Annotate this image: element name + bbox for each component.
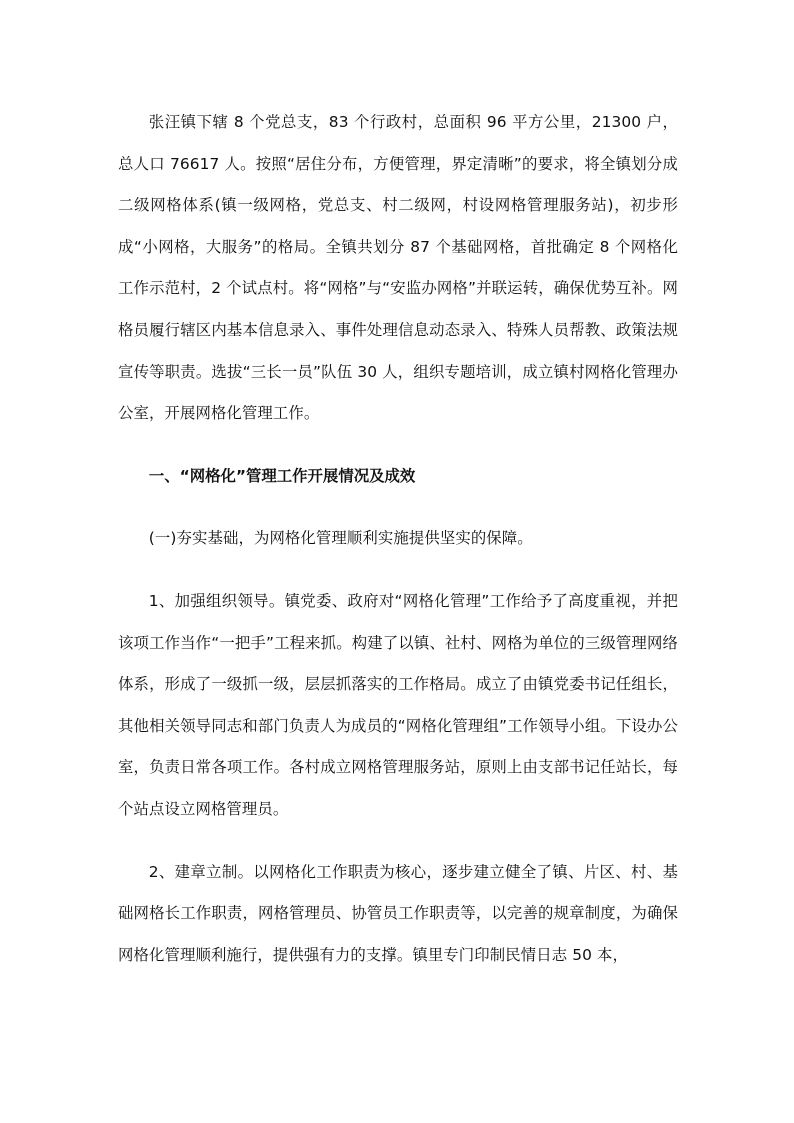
paragraph-spacer (118, 497, 678, 518)
paragraph-spacer (118, 560, 678, 581)
subsection-heading: (一)夯实基础，为网格化管理顺利实施提供坚实的保障。 (148, 529, 533, 548)
item-paragraph-1: 1、加强组织领导。镇党委、政府对“网格化管理”工作给予了高度重视，并把该项工作当作“一把手”工程来抓。构建了以镇、社村、网格为单位的三级管理网络体系，形成了一级抓一级，层层抓落实的工作格局。成立了由镇党委书记任组长，其他相关领导同志和部门负责人为成员的“网格化管理组”工作领导小组。下设办公室，负责日常各项工作。各村成立网格管理服务站，原则上由支部书记任站长，每个站点设立网格管理员。 (118, 591, 678, 818)
paragraph-spacer (118, 831, 678, 852)
intro-paragraph: 张汪镇下辖 8 个党总支，83 个行政村，总面积 96 平方公里，21300 户，总人口 76617 人。按照“居住分布，方便管理，界定清晰”的要求，将全镇划分成二级网格体系(镇一级网格，党总支、村二级网，村设网格管理服务站)，初步形成“小网格，大服务”的格局。全镇共划分 87 个基础网格，首批确定 8 个网格化工作示范村，2 个试点村。将“网格”与“安监办网格”并联运转，确保优势互补。网格员履行辖区内基本信息录入、事件处理信息动态录入、特殊人员帮教、政策法规宣传等职责。选拔“三长一员”队伍 30 人，组织专题培训，成立镇村网格化管理办公室，开展网格化管理工作。 (118, 113, 678, 423)
paragraph-spacer (118, 435, 678, 456)
section-heading: 一、“网格化”管理工作开展情况及成效 (148, 466, 416, 485)
item-paragraph-2: 2、建章立制。以网格化工作职责为核心，逐步建立健全了镇、片区、村、基础网格长工作职责，网格管理员、协管员工作职责等，以完善的规章制度，为确保网格化管理顺利施行，提供强有力的支撑。镇里专门印制民情日志 50 本， (118, 862, 678, 964)
document-body (118, 102, 678, 976)
